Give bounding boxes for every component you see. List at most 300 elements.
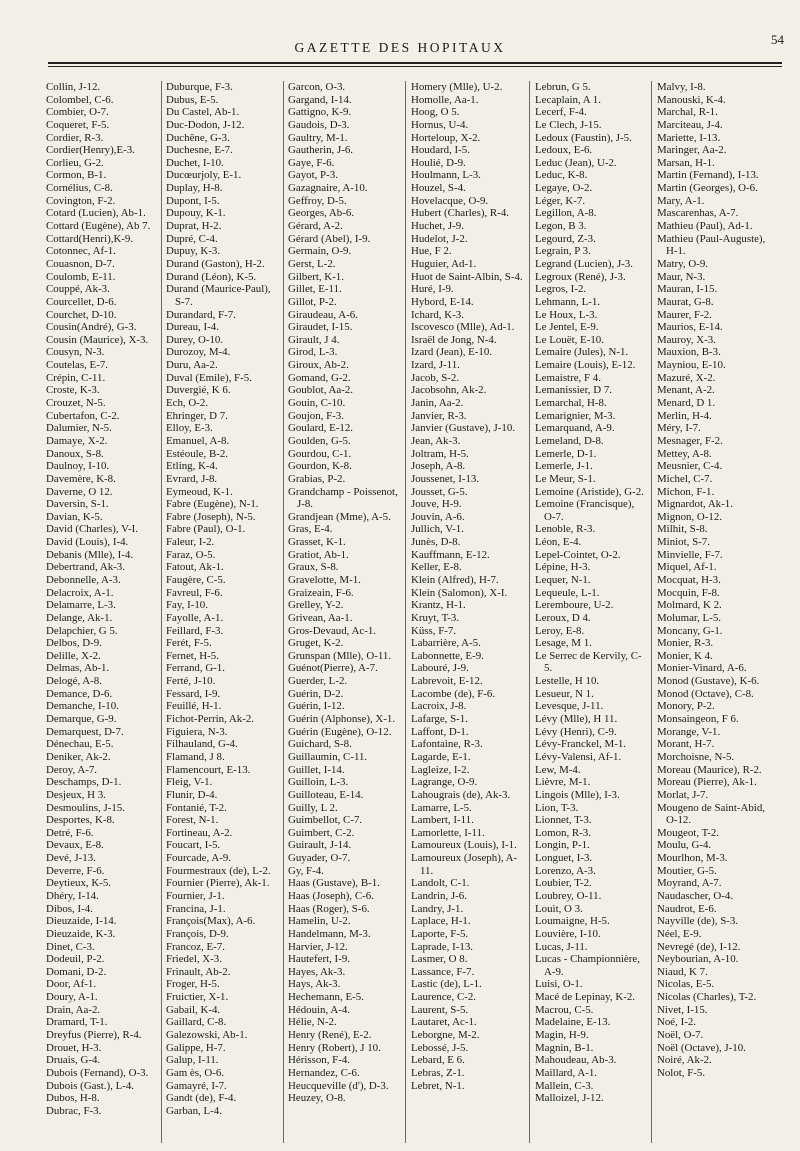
index-entry: Hédouin, A-4. xyxy=(288,1003,351,1016)
index-entry: Hayes, Ak-3. xyxy=(288,965,346,978)
index-entry: Maringer, Aa-2. xyxy=(657,144,727,157)
index-entry: Marchal, R-1. xyxy=(657,106,718,119)
index-entry: Hybord, E-14. xyxy=(411,295,474,308)
index-entry: Gilbert, K-1. xyxy=(288,270,344,283)
index-entry: Fatout, Ak-1. xyxy=(166,561,224,574)
index-entry: Minvielle, F-7. xyxy=(657,548,723,561)
index-entry: Ferrand, G-1. xyxy=(166,662,225,675)
index-entry: Lemaire (Jules), N-1. xyxy=(535,346,629,359)
index-entry: Georges, Ab-6. xyxy=(288,207,355,220)
index-entry: Fabre (Paul), O-1. xyxy=(166,523,246,536)
index-entry: Monier, K 4. xyxy=(657,649,713,662)
index-entry: Gras, E-4. xyxy=(288,523,333,536)
index-entry: Delapchier, G 5. xyxy=(46,624,118,637)
index-entry: Lemoine (Francisque), O-7. xyxy=(535,498,635,523)
index-entry: Laffont, D-1. xyxy=(411,725,469,738)
index-entry: Neybourian, A-10. xyxy=(657,953,739,966)
index-entry: Domani, D-2. xyxy=(46,965,107,978)
index-entry: Nayville (de), S-3. xyxy=(657,915,739,928)
index-entry: Leroux, D 4. xyxy=(535,611,591,624)
index-entry: Jacob, S-2. xyxy=(411,371,460,384)
index-entry: Grivean, Aa-1. xyxy=(288,611,353,624)
index-entry: Gazagnaire, A-10. xyxy=(288,182,368,195)
index-entry: Fournier, J-1. xyxy=(166,890,225,902)
index-entry: Faugère, C-5. xyxy=(166,573,226,586)
index-entry: Gaultry, M-1. xyxy=(288,131,348,144)
index-entry: Couasnon, D-7. xyxy=(46,257,115,270)
index-entry: Estéoule, B-2. xyxy=(166,447,229,460)
index-entry: Magnin, B-1. xyxy=(535,1041,594,1054)
index-entry: Fichot-Perrin, Ak-2. xyxy=(166,713,255,726)
index-entry: Duchêne, G-3. xyxy=(166,131,230,144)
index-entry: Goublot, Aa-2. xyxy=(288,384,354,397)
index-entry: Fournier (Pierre), Ak-1. xyxy=(166,877,270,890)
index-entry: Mallein, C-3. xyxy=(535,1079,594,1092)
index-entry: Guilly, L 2. xyxy=(288,801,338,814)
index-entry: Girod, L-3. xyxy=(288,346,338,359)
index-entry: Frinault, Ab-2. xyxy=(166,965,231,978)
index-entry: Lagarde, E-1. xyxy=(411,750,471,763)
index-entry: Léon, E-4. xyxy=(535,536,582,549)
index-entry: Monod (Octave), C-8. xyxy=(657,687,754,700)
index-entry: Nicolas (Charles), T-2. xyxy=(657,991,757,1004)
index-entry: Durand (Gaston), H-2. xyxy=(166,257,265,270)
index-entry: Mettey, A-8. xyxy=(657,447,712,460)
index-entry: Dinet, C-3. xyxy=(46,940,95,953)
index-entry: Naudrot, E-6. xyxy=(657,902,717,915)
index-entry: Houlié, D-9. xyxy=(411,156,466,169)
index-entry: Guillet, I-14. xyxy=(288,763,345,776)
index-entry: Giraudeau, A-6. xyxy=(288,308,358,321)
index-entry: Legrand (Lucien), J-3. xyxy=(535,257,633,270)
index-entry: Demarquest, D-7. xyxy=(46,725,124,738)
index-entry: Fabre (Joseph), N-5. xyxy=(166,510,256,523)
index-entry: Landolt, C-1. xyxy=(411,877,470,890)
index-entry: Debertrand, Ak-3. xyxy=(46,561,125,574)
index-entry: Maurat, G-8. xyxy=(657,295,714,308)
index-entry: Henry (René), E-2. xyxy=(288,1029,372,1042)
index-entry: Duburque, F-3. xyxy=(166,81,233,93)
index-entry: Moreau (Pierre), Ak-1. xyxy=(657,776,757,789)
index-entry: Menard, D 1. xyxy=(657,397,716,410)
index-entry: Janvier (Gustave), J-10. xyxy=(411,422,516,435)
index-entry: Elloy, E-3. xyxy=(166,422,213,435)
index-entry: Fourmestraux (de), L-2. xyxy=(166,864,271,877)
index-entry: Mathieu (Paul-Auguste), H-1. xyxy=(657,232,766,258)
index-entry: Forest, N-1. xyxy=(166,814,219,827)
index-entry: Courchet, D-10. xyxy=(46,308,117,321)
page-header xyxy=(0,0,800,72)
index-entry: Leduc, K-8. xyxy=(535,169,588,182)
index-column-3 xyxy=(288,81,400,1143)
index-entry: François, D-9. xyxy=(166,927,229,940)
index-entry: Noël (Octave), J-10. xyxy=(657,1041,746,1054)
index-entry: Miniot, S-7. xyxy=(657,536,710,549)
index-entry: Deniker, Ak-2. xyxy=(46,750,111,763)
index-entry: Dubois (Fernand), O-3. xyxy=(46,1066,149,1079)
index-entry: Noiré, Ak-2. xyxy=(657,1054,712,1067)
index-column-2 xyxy=(166,81,278,1143)
index-entry: Flamand, J 8. xyxy=(166,750,225,763)
index-entry: Izard (Jean), E-10. xyxy=(411,346,493,359)
index-entry: Hamelin, U-2. xyxy=(288,915,351,928)
index-entry: Loubrey, O-11. xyxy=(535,890,602,902)
index-entry: Legaye, O-2. xyxy=(535,182,593,195)
index-entry: Dubus, E-5. xyxy=(166,93,219,106)
index-entry: Dupouy, K-1. xyxy=(166,207,226,220)
index-entry: Duplay, H-8. xyxy=(166,182,223,195)
index-entry: Laurence, C-2. xyxy=(411,991,477,1004)
index-entry: Legroux (René), J-3. xyxy=(535,270,626,283)
index-entry: Garban, L-4. xyxy=(166,1104,222,1117)
header-rule-thin xyxy=(48,66,782,67)
index-entry: Lequeule, L-1. xyxy=(535,586,600,599)
index-entry: Hue, F 2. xyxy=(411,245,452,258)
index-entry: Moreau (Maurice), R-2. xyxy=(657,763,762,776)
index-entry: Jacobsohn, Ak-2. xyxy=(411,384,487,397)
index-entry: Jullich, V-1. xyxy=(411,523,464,536)
index-entry: Klein (Alfred), H-7. xyxy=(411,573,499,586)
index-column-6 xyxy=(657,81,769,1143)
index-entry: Gayot, P-3. xyxy=(288,169,338,182)
index-entry: Lingois (Mlle), I-3. xyxy=(535,788,620,801)
index-entry: Mocquin, F-8. xyxy=(657,586,720,599)
index-entry: Deverre, F-6. xyxy=(46,864,105,877)
index-entry: Hudelot, J-2. xyxy=(411,232,468,245)
index-entry: Grelley, Y-2. xyxy=(288,599,344,612)
index-entry: Lagrange, O-9. xyxy=(411,776,478,789)
index-entry: Grandjean (Mme), A-5. xyxy=(288,510,391,523)
index-entry: Gy, F-4. xyxy=(288,864,324,877)
index-entry: Jouve, H-9. xyxy=(411,498,462,511)
index-entry: Ferét, F-5. xyxy=(166,637,212,650)
index-entry: Legourd, Z-3. xyxy=(535,232,596,245)
index-entry: Coqueret, F-5. xyxy=(46,118,110,131)
index-entry: Dénechau, E-5. xyxy=(46,738,114,751)
index-entry: Le Houx, L-3. xyxy=(535,308,598,321)
index-entry: Lièvre, M-1. xyxy=(535,776,591,789)
index-entry: Daulnoy, I-10. xyxy=(46,460,110,473)
page-number: 54 xyxy=(771,32,784,47)
index-entry: Guimbellot, C-7. xyxy=(288,814,363,827)
index-entry: Leroy, E-8. xyxy=(535,624,585,637)
index-entry: Gamayré, I-7. xyxy=(166,1079,227,1092)
index-entry: Lemoine (Aristide), G-2. xyxy=(535,485,644,498)
index-entry: Lebard, E 6. xyxy=(411,1054,465,1067)
index-entry: Girault, J 4. xyxy=(288,333,340,346)
index-entry: Lionnet, T-3. xyxy=(535,814,592,827)
column-divider xyxy=(651,81,652,1143)
index-entry: Dieuzaide, K-3. xyxy=(46,927,116,940)
index-entry: Detré, F-6. xyxy=(46,826,94,839)
index-entry: Galippe, H-7. xyxy=(166,1041,226,1054)
index-entry: Gros-Devaud, Ac-1. xyxy=(288,624,377,637)
index-entry: Fourcade, A-9. xyxy=(166,852,232,865)
index-entry: Dubos, H-8. xyxy=(46,1092,100,1105)
index-entry: Molumar, L-5. xyxy=(657,611,721,624)
index-entry: Lemaire (Louis), E-12. xyxy=(535,359,636,372)
index-entry: Delbos, D-9. xyxy=(46,637,102,650)
index-entry: Haas (Roger), S-6. xyxy=(288,902,370,915)
index-entry: Legillon, A-8. xyxy=(535,207,597,220)
index-entry: Houzel, S-4. xyxy=(411,182,466,195)
index-entry: Michon, F-1. xyxy=(657,485,715,498)
index-entry: Duc-Dodon, J-12. xyxy=(166,118,245,131)
index-entry: Janvier, R-3. xyxy=(411,409,467,422)
index-entry: Desmoulins, J-15. xyxy=(46,801,125,814)
index-entry: Lebossé, J-5. xyxy=(411,1041,469,1054)
index-entry: Le Louët, E-10. xyxy=(535,333,604,346)
index-entry: Mary, A-1. xyxy=(657,194,705,207)
index-entry: Huguier, Ad-1. xyxy=(411,257,477,270)
index-entry: Gerst, L-2. xyxy=(288,257,336,270)
index-entry: Damaye, X-2. xyxy=(46,434,108,447)
index-entry: Deschamps, D-1. xyxy=(46,776,122,789)
column-divider xyxy=(529,81,530,1143)
index-entry: Drain, Aa-2. xyxy=(46,1003,101,1016)
index-entry: Cousyn, N-3. xyxy=(46,346,105,359)
index-entry: Feillard, F-3. xyxy=(166,624,224,637)
index-entry: Duru, Aa-2. xyxy=(166,359,218,372)
index-entry: Keller, E-8. xyxy=(411,561,462,574)
index-entry: Mesnager, F-2. xyxy=(657,434,723,447)
index-entry: Moulu, G-4. xyxy=(657,839,712,852)
index-entry: Mougeot, T-2. xyxy=(657,826,720,839)
index-entry: Guerder, L-2. xyxy=(288,675,348,688)
column-divider xyxy=(161,81,162,1143)
index-entry: Cousin (Maurice), X-3. xyxy=(46,333,149,346)
index-entry: Dramard, T-1. xyxy=(46,1016,108,1029)
index-entry: Delille, X-2. xyxy=(46,649,101,662)
index-entry: Monsaingeon, F 6. xyxy=(657,713,739,726)
index-entry: Grandchamp - Poissenot, J-8. xyxy=(288,485,398,511)
index-entry: Gam ès, O-6. xyxy=(166,1066,225,1079)
index-entry: Marsan, H-1. xyxy=(657,156,715,169)
index-entry: Noël, O-7. xyxy=(657,1029,704,1042)
index-entry: Combier, O-7. xyxy=(46,106,109,119)
index-entry: Debanis (Mlle), I-4. xyxy=(46,548,134,561)
index-entry: Moutier, G-5. xyxy=(657,864,717,877)
index-entry: Dalumier, N-5. xyxy=(46,422,112,435)
index-entry: Maillard, A-1. xyxy=(535,1066,598,1079)
index-entry: Ducœurjoly, E-1. xyxy=(166,169,242,182)
index-entry: Morange, V-1. xyxy=(657,725,721,738)
index-entry: Ledoux (Faustin), J-5. xyxy=(535,131,632,144)
index-entry: Malloizel, J-12. xyxy=(535,1092,604,1105)
index-entry: Lafarge, S-1. xyxy=(411,713,468,726)
index-entry: Duprat, H-2. xyxy=(166,220,222,233)
index-entry: Lépine, H-3. xyxy=(535,561,591,574)
index-entry: Lemerle, J-1. xyxy=(535,460,593,473)
index-entry: Lequer, N-1. xyxy=(535,573,591,586)
index-entry: Horteloup, X-2. xyxy=(411,131,481,144)
index-entry: Emanuel, A-8. xyxy=(166,434,230,447)
index-entry: Laporte, F-5. xyxy=(411,927,469,940)
index-entry: Gratiot, Ab-1. xyxy=(288,548,349,561)
index-entry: Lautaret, Ac-1. xyxy=(411,1016,477,1029)
index-entry: Duchesne, E-7. xyxy=(166,144,233,157)
index-entry: Demance, D-6. xyxy=(46,687,113,700)
index-entry: Houdard, I-5. xyxy=(411,144,470,157)
index-entry: Francina, J-1. xyxy=(166,902,226,915)
index-entry: Mauxion, B-3. xyxy=(657,346,721,359)
index-entry: François(Max), A-6. xyxy=(166,915,256,928)
index-entry: Cotard (Lucien), Ab-1. xyxy=(46,207,146,220)
index-entry: Lesueur, N 1. xyxy=(535,687,594,700)
index-entry: Gouin, C-10. xyxy=(288,397,346,410)
index-entry: Fay, I-10. xyxy=(166,599,208,612)
index-entry: Monory, P-2. xyxy=(657,700,715,713)
index-entry: Faraz, O-5. xyxy=(166,548,216,561)
index-entry: Nevregé (de), I-12. xyxy=(657,940,741,953)
index-entry: Malvy, I-8. xyxy=(657,81,706,93)
index-entry: Laurent, S-5. xyxy=(411,1003,469,1016)
index-entry: Molmard, K 2. xyxy=(657,599,722,612)
index-entry: Covington, F-2. xyxy=(46,194,116,207)
index-entry: Ledoux, E-6. xyxy=(535,144,593,157)
index-entry: Joltram, H-5. xyxy=(411,447,469,460)
index-entry: Labonnette, E-9. xyxy=(411,649,484,662)
index-entry: Gargand, I-14. xyxy=(288,93,352,106)
index-columns xyxy=(46,81,792,1143)
index-entry: Handelmann, M-3. xyxy=(288,927,371,940)
index-entry: Lévy-Valensi, Af-1. xyxy=(535,750,622,763)
index-entry: Mariette, I-13. xyxy=(657,131,721,144)
index-entry: Macrou, C-5. xyxy=(535,1003,594,1016)
index-entry: Hérisson, F-4. xyxy=(288,1054,351,1067)
index-entry: Hornus, U-4. xyxy=(411,118,469,131)
index-entry: Moncany, G-1. xyxy=(657,624,723,637)
index-entry: Guilloin, L-3. xyxy=(288,776,349,789)
index-entry: Küss, F-7. xyxy=(411,624,457,637)
index-entry: Lemarchal, H-8. xyxy=(535,397,607,410)
index-entry: Gillot, P-2. xyxy=(288,295,337,308)
index-entry: Mignon, O-12. xyxy=(657,510,723,523)
index-entry: Guérin (Alphonse), X-1. xyxy=(288,713,396,726)
index-entry: Lehmann, L-1. xyxy=(535,295,601,308)
index-entry: Naudascher, O-4. xyxy=(657,890,734,902)
index-entry: Marciteau, J-4. xyxy=(657,118,723,131)
index-entry: Meusnier, C-4. xyxy=(657,460,723,473)
index-entry: Guérin, D-2. xyxy=(288,687,344,700)
index-entry: Lepel-Cointet, O-2. xyxy=(535,548,621,561)
index-entry: Figuiera, N-3. xyxy=(166,725,228,738)
index-entry: Lamorlette, I-11. xyxy=(411,826,485,839)
index-entry: Labouré, J-9. xyxy=(411,662,469,675)
index-entry: Evrard, J-8. xyxy=(166,472,218,485)
index-entry: Cordier, R-3. xyxy=(46,131,104,144)
index-entry: Gérard, A-2. xyxy=(288,220,343,233)
index-entry: Néel, E-9. xyxy=(657,927,702,940)
index-entry: Mourlhon, M-3. xyxy=(657,852,728,865)
index-entry: Demarque, G-9. xyxy=(46,713,117,726)
index-entry: Gautherin, J-6. xyxy=(288,144,354,157)
index-entry: Feuillé, H-1. xyxy=(166,700,222,713)
index-entry: Durand (Léon), K-5. xyxy=(166,270,257,283)
index-entry: Mathieu (Paul), Ad-1. xyxy=(657,220,753,233)
index-entry: Dreyfus (Pierre), R-4. xyxy=(46,1029,142,1042)
index-entry: Dibos, I-4. xyxy=(46,902,93,915)
index-entry: Guillaumin, C-11. xyxy=(288,750,368,763)
index-entry: Hechemann, E-5. xyxy=(288,991,364,1004)
index-entry: Manouski, K-4. xyxy=(657,93,726,106)
index-entry: Colombel, C-6. xyxy=(46,93,114,106)
index-entry: Mayniou, E-10. xyxy=(657,359,726,372)
index-entry: Ichard, K-3. xyxy=(411,308,464,321)
index-entry: Morant, H-7. xyxy=(657,738,715,751)
index-entry: Hoog, O 5. xyxy=(411,106,460,119)
index-entry: Le Clech, J-15. xyxy=(535,118,602,131)
index-entry: Lebret, N-1. xyxy=(411,1079,465,1092)
index-entry: Gaye, F-6. xyxy=(288,156,335,169)
index-entry: Delange, Ak-1. xyxy=(46,611,113,624)
index-entry: Duval (Emile), F-5. xyxy=(166,371,252,384)
index-entry: Etling, K-4. xyxy=(166,460,218,473)
index-entry: Lévy (Mlle), H 11. xyxy=(535,713,618,726)
index-entry: Mauran, I-15. xyxy=(657,283,718,296)
index-entry: Fayolle, A-1. xyxy=(166,611,224,624)
index-entry: Haas (Gustave), B-1. xyxy=(288,877,380,890)
index-entry: Coutelas, E-7. xyxy=(46,359,109,372)
index-entry: Ferté, J-10. xyxy=(166,675,216,688)
index-entry: Morchoisne, N-5. xyxy=(657,750,735,763)
index-entry: Magin, H-9. xyxy=(535,1029,589,1042)
index-entry: Gabail, K-4. xyxy=(166,1003,221,1016)
index-entry: Niaud, K 7. xyxy=(657,965,708,978)
index-entry: Lenoble, R-3. xyxy=(535,523,596,536)
index-entry: Dupuy, K-3. xyxy=(166,245,221,258)
index-entry: Drouet, H-3. xyxy=(46,1041,102,1054)
index-entry: Guirault, J-14. xyxy=(288,839,352,852)
index-entry: Hubert (Charles), R-4. xyxy=(411,207,509,220)
index-entry: Dureau, I-4. xyxy=(166,321,219,334)
index-entry: Lemaistre, F 4. xyxy=(535,371,601,384)
index-entry: Lemarignier, M-3. xyxy=(535,409,616,422)
index-entry: Lafontaine, R-3. xyxy=(411,738,483,751)
index-entry: Labarrière, A-5. xyxy=(411,637,481,650)
index-entry: Léger, K-7. xyxy=(535,194,586,207)
index-entry: Gandt (de), F-4. xyxy=(166,1092,237,1105)
index-entry: Le Serrec de Kervily, C-5. xyxy=(535,649,642,675)
index-entry: Monod (Gustave), K-6. xyxy=(657,675,760,688)
index-entry: Daversin, S-1. xyxy=(46,498,109,511)
index-entry: Nolot, F-5. xyxy=(657,1066,706,1079)
column-divider xyxy=(283,81,284,1143)
index-entry: Jouvin, A-6. xyxy=(411,510,465,523)
index-entry: Madelaine, E-13. xyxy=(535,1016,611,1029)
index-entry: Labrevoit, E-12. xyxy=(411,675,483,688)
index-entry: Deytieux, K-5. xyxy=(46,877,112,890)
index-entry: Mauroy, X-3. xyxy=(657,333,716,346)
index-entry: Lesage, M 1. xyxy=(535,637,592,650)
index-entry: Durandard, F-7. xyxy=(166,308,236,321)
index-entry: Lemanissier, D 7. xyxy=(535,384,612,397)
index-entry: Joussenet, I-13. xyxy=(411,472,480,485)
index-entry: Fessard, I-9. xyxy=(166,687,221,700)
index-entry: Guilloteau, E-14. xyxy=(288,788,364,801)
index-entry: Nicolas, E-5. xyxy=(657,978,715,991)
index-entry: Louvière, I-10. xyxy=(535,927,601,940)
index-entry: Janin, Aa-2. xyxy=(411,397,464,410)
index-entry: Fleig, V-1. xyxy=(166,776,213,789)
index-entry: Longin, P-1. xyxy=(535,839,590,852)
index-entry: Martin (Fernand), I-13. xyxy=(657,169,759,182)
index-entry: Galezowski, Ab-1. xyxy=(166,1029,248,1042)
index-entry: Lacombe (de), F-6. xyxy=(411,687,496,700)
index-entry: Lemarquand, A-9. xyxy=(535,422,615,435)
journal-title: GAZETTE DES HOPITAUX xyxy=(294,40,506,55)
index-entry: Doury, A-1. xyxy=(46,991,98,1004)
